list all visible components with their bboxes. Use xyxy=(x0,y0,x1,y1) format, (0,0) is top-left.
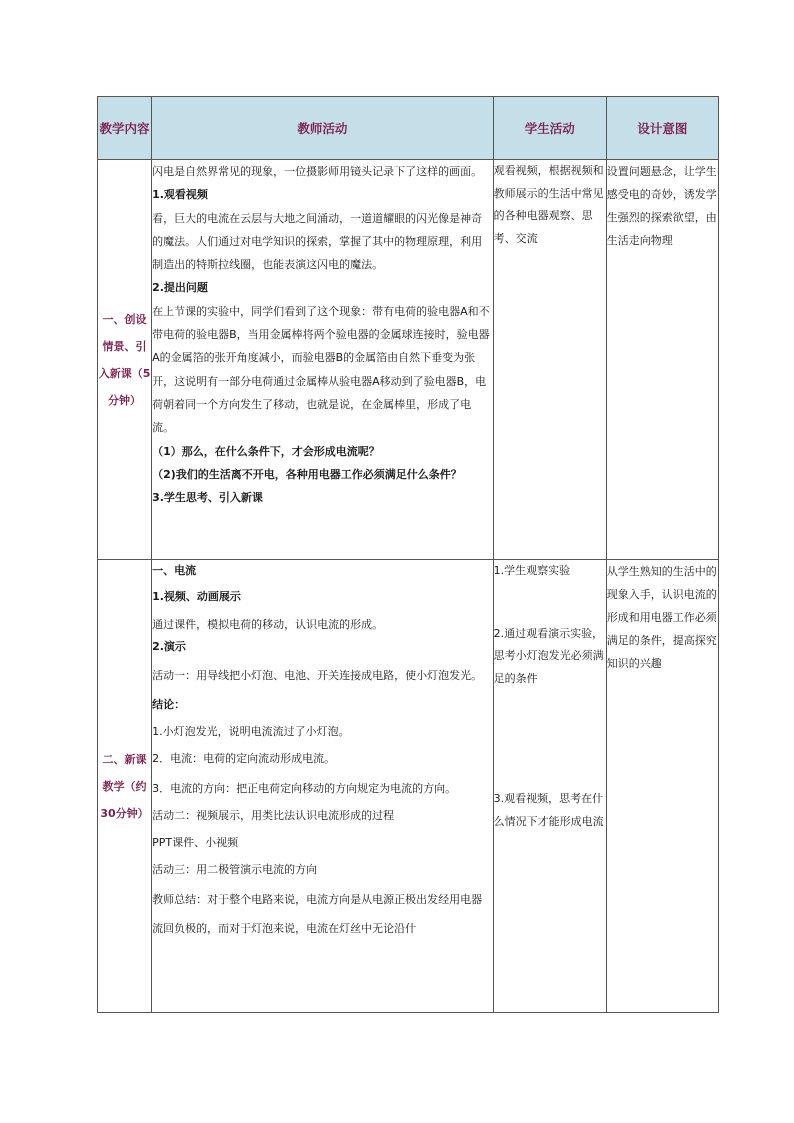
teacher-paragraph: 活动二：视频展示，用类比法认识电流形成的过程 xyxy=(152,809,395,822)
header-teacher-activity: 教师活动 xyxy=(152,97,494,160)
header-design-intent: 设计意图 xyxy=(606,97,718,160)
student-paragraph: 1.学生观察实验 xyxy=(493,564,571,577)
row-introduction xyxy=(98,160,719,560)
teacher-activity-introduction xyxy=(152,160,494,560)
teacher-paragraph: 2．电流：电荷的定向流动形成电流。 xyxy=(152,752,336,765)
teacher-paragraph: 结论： xyxy=(152,698,186,711)
teacher-paragraph: 1.视频、动画展示 xyxy=(152,590,241,603)
teacher-paragraph: 1.观看视频 xyxy=(152,188,208,202)
teacher-paragraph: 一、电流 xyxy=(152,564,197,577)
student-activity-introduction: 观看视频，根据视频和教师展示的生活中常见的各种电器观察、思考、交流 xyxy=(493,160,606,560)
teacher-paragraph: 看，巨大的电流在云层与大地之间涌动，一道道耀眼的闪光像是神奇的魔法。人们通过对电学知识的探索，掌握了其中的物理原理，利用制造出的特斯拉线圈，也能表演这闪电的魔法。 xyxy=(152,211,483,272)
header-student-activity: 学生活动 xyxy=(493,97,606,160)
header-content: 教学内容 xyxy=(98,97,152,160)
row-new-lesson xyxy=(98,560,719,1013)
teacher-paragraph: （1）那么，在什么条件下，才会形成电流呢？ xyxy=(152,444,380,458)
teacher-paragraph: 闪电是自然界常见的现象，一位摄影师用镜头记录下了这样的画面。 xyxy=(152,165,483,178)
teacher-paragraph: 在上节课的实验中，同学们看到了这个现象：带有电荷的验电器A和不带电荷的验电器B，当用金属棒将两个验电器的金属球连接时，验电器A的金属箔的张开角度减小，而验电器B的金属箔由自然下垂变为张开，这说明有一部分电荷通过金属棒从验电器A移动到了验电器B，电荷朝着同一个方向发生了移动，也就是说，在金属棒里，形成了电流。 xyxy=(152,304,490,435)
teacher-paragraph: 2.提出问题 xyxy=(152,281,208,295)
lesson-plan-table xyxy=(97,96,719,1013)
student-activity-new-lesson xyxy=(493,560,606,1013)
teacher-paragraph: 3．电流的方向：把正电荷定向移动的方向规定为电流的方向。 xyxy=(152,782,457,795)
stage-introduction: 一、创设情景、引入新课（5分钟） xyxy=(98,160,152,560)
teacher-paragraph: 教师总结：对于整个电路来说，电流方向是从电源正极出发经用电器流回负极的，而对于灯泡来说，电流在灯丝中无论沿什 xyxy=(152,893,483,935)
header-row xyxy=(98,97,719,160)
teacher-paragraph: 2.演示 xyxy=(152,640,186,653)
teacher-paragraph: 通过课件，模拟电荷的移动，认识电流的形成。 xyxy=(152,618,384,631)
teacher-paragraph: （2)我们的生活离不开电，各种用电器工作必须满足什么条件？ xyxy=(152,467,462,481)
student-paragraph: 3.观看视频，思考在什么情况下才能形成电流 xyxy=(493,792,604,828)
stage-new-lesson: 二、新课教学（约30分钟） xyxy=(98,560,152,1013)
student-paragraph: 2.通过观看演示实验，思考小灯泡发光必须满足的条件 xyxy=(493,626,604,685)
teacher-activity-new-lesson xyxy=(152,560,494,1013)
teacher-paragraph: PPT课件、小视频 xyxy=(152,836,239,849)
teacher-paragraph: 3.学生思考、引入新课 xyxy=(152,491,263,505)
design-intent-new-lesson: 从学生熟知的生活中的现象入手，认识电流的形成和用电器工作必须满足的条件，提高探究知识的兴趣 xyxy=(606,560,718,1013)
teacher-paragraph: 活动一：用导线把小灯泡、电池、开关连接成电路，使小灯泡发光。 xyxy=(152,669,483,682)
teacher-paragraph: 活动三：用二极管演示电流的方向 xyxy=(152,863,318,876)
design-intent-introduction: 设置问题悬念，让学生感受电的奇妙，诱发学生强烈的探索欲望，由生活走向物理 xyxy=(606,160,718,560)
teacher-paragraph: 1.小灯泡发光，说明电流流过了小灯泡。 xyxy=(152,725,350,738)
